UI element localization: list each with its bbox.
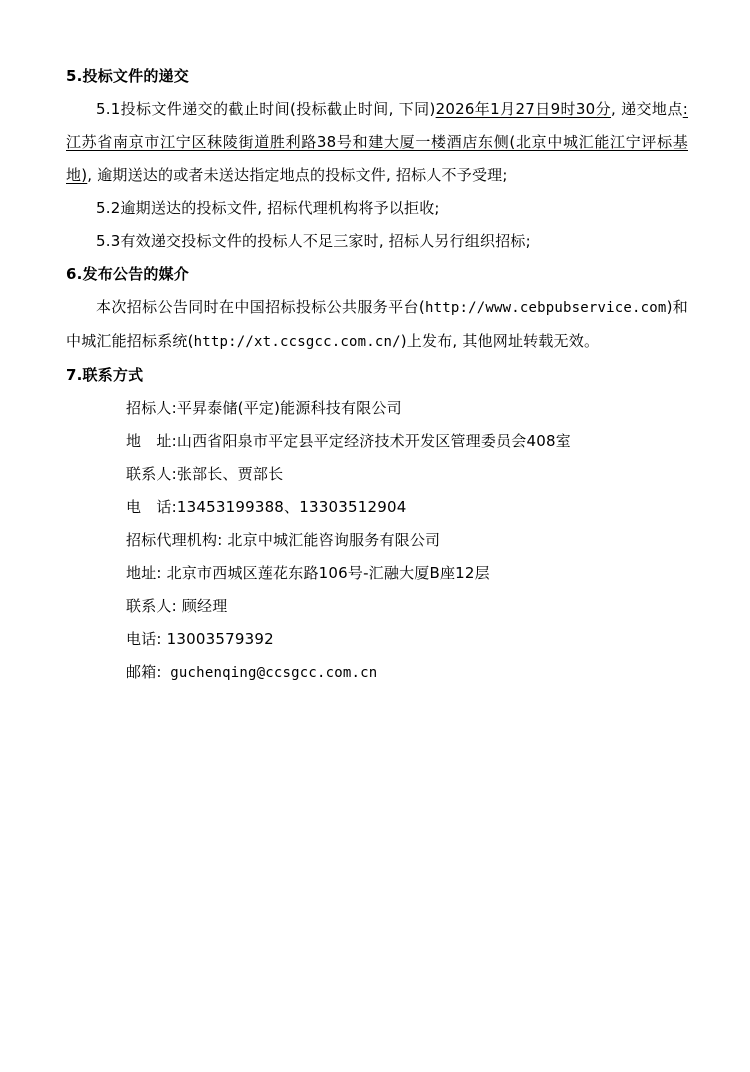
section-bid-submission <box>66 60 688 258</box>
contact-separator: : <box>171 498 177 516</box>
contact-row-agency-person <box>66 590 688 623</box>
contact-separator: : <box>156 630 162 648</box>
section-announcement-media <box>66 258 688 359</box>
contact-separator: : <box>171 432 177 450</box>
contact-separator: : <box>171 399 177 417</box>
paragraph-6-1-part3: )上发布, 其他网址转载无效。 <box>400 332 600 350</box>
contact-row-phone <box>66 491 688 524</box>
section-contact <box>66 359 688 690</box>
contact-label: 招标人 <box>126 399 172 417</box>
contact-value: 13003579392 <box>161 630 274 648</box>
contact-row-person <box>66 458 688 491</box>
paragraph-5-1-middle: , 递交地点 <box>611 100 683 118</box>
contact-value: 顾经理 <box>176 597 228 615</box>
contact-value: 北京市西城区莲花东路106号-汇融大厦B座12层 <box>161 564 490 582</box>
contact-row-tenderee <box>66 392 688 425</box>
contact-label: 电话 <box>126 630 157 648</box>
contact-value: 张部长、贾部长 <box>176 465 284 483</box>
contact-label: 地址 <box>126 564 157 582</box>
contact-label: 邮箱 <box>126 663 157 681</box>
contact-value: 北京中城汇能咨询服务有限公司 <box>222 531 441 549</box>
contact-value: 山西省阳泉市平定县平定经济技术开发区管理委员会408室 <box>176 432 571 450</box>
contact-label: 招标代理机构 <box>126 531 218 549</box>
paragraph-5-1-prefix: 5.1投标文件递交的截止时间(投标截止时间, 下同) <box>96 100 436 118</box>
paragraph-5-1-suffix: , 逾期送达的或者未送达指定地点的投标文件, 招标人不予受理; <box>87 166 508 184</box>
contact-value: 13453199388、13303512904 <box>176 498 407 516</box>
contact-label: 电 话 <box>126 498 172 516</box>
section-heading-7: 7.联系方式 <box>66 366 144 384</box>
contact-row-address <box>66 425 688 458</box>
submission-address: :江苏省南京市江宁区秣陵街道胜利路38号和建大厦一楼酒店东侧(北京中城汇能江宁评标基地) <box>66 100 688 184</box>
section-heading-5: 5.投标文件的递交 <box>66 67 189 85</box>
contact-separator: : <box>217 531 223 549</box>
contact-separator: : <box>171 465 177 483</box>
contact-label: 地 址 <box>126 432 172 450</box>
contact-row-agency-address <box>66 557 688 590</box>
document-body <box>66 60 688 690</box>
paragraph-6-1-part1: 本次招标公告同时在中国招标投标公共服务平台( <box>96 298 425 316</box>
paragraph-5-3: 5.3有效递交投标文件的投标人不足三家时, 招标人另行组织招标; <box>96 232 531 250</box>
contact-row-agency-phone <box>66 623 688 656</box>
contact-value: 平昇泰储(平定)能源科技有限公司 <box>176 399 402 417</box>
contact-row-agency-email <box>66 656 688 690</box>
paragraph-5-2: 5.2逾期送达的投标文件, 招标代理机构将予以拒收; <box>96 199 440 217</box>
contact-separator: : <box>171 597 177 615</box>
paragraph-6-1 <box>66 291 688 359</box>
contact-separator: : <box>156 564 162 582</box>
contact-label: 联系人 <box>126 465 172 483</box>
ccsgcc-url: http://xt.ccsgcc.com.cn/ <box>193 334 401 350</box>
contact-row-agency <box>66 524 688 557</box>
cebpubservice-url: http://www.cebpubservice.com <box>424 300 667 316</box>
section-heading-6: 6.发布公告的媒介 <box>66 265 189 283</box>
paragraph-5-1 <box>66 93 688 192</box>
deadline-datetime: 2026年1月27日9时30分 <box>435 100 611 118</box>
paragraph-6-1-part2: )和中城汇能招标系统( <box>66 298 688 350</box>
contact-value: guchenqing@ccsgcc.com.cn <box>161 665 378 681</box>
contact-separator: : <box>156 663 162 681</box>
contact-label: 联系人 <box>126 597 172 615</box>
